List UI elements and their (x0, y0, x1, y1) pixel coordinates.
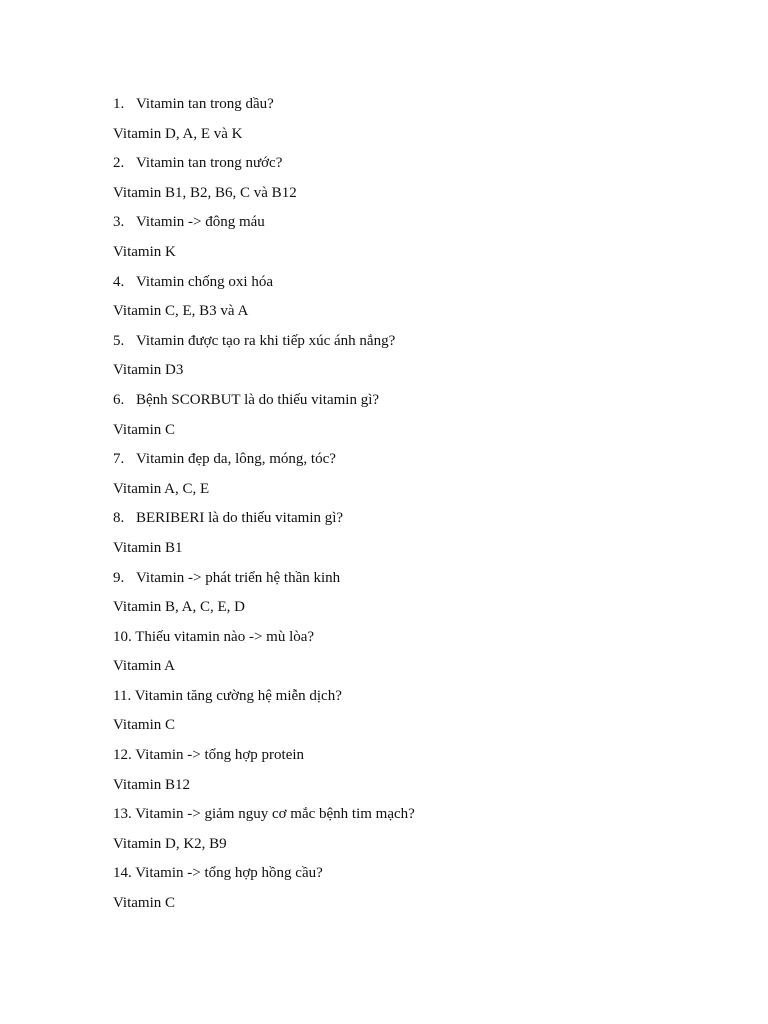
answer-line: Vitamin A, C, E (113, 480, 210, 497)
question-number: 2. (113, 155, 125, 172)
answer-line: Vitamin B1 (113, 539, 183, 556)
question-number: 7. (113, 451, 125, 468)
answer-line: Vitamin D, A, E và K (113, 125, 243, 142)
question-line (113, 208, 673, 238)
question-line (113, 386, 673, 416)
question-line (113, 564, 673, 594)
question-text: Bệnh SCORBUT là do thiếu vitamin gì? (136, 391, 380, 408)
answer-line: Vitamin D, K2, B9 (113, 835, 227, 852)
question-number: 11. (113, 687, 132, 704)
answer-line: Vitamin C (113, 895, 176, 912)
answer-line: Vitamin K (113, 243, 176, 260)
question-text: Vitamin tan trong nước? (136, 155, 283, 172)
question-line (113, 741, 673, 771)
question-line (113, 682, 673, 712)
question-line (113, 90, 673, 120)
question-line (113, 859, 673, 889)
question-text: Vitamin được tạo ra khi tiếp xúc ánh nắng? (136, 332, 396, 349)
question-number: 13. (113, 806, 132, 823)
question-number: 10. (113, 628, 132, 645)
question-line (113, 623, 673, 653)
question-text: Vitamin đẹp da, lông, móng, tóc? (136, 451, 336, 468)
question-number: 6. (113, 391, 125, 408)
question-text: Vitamin tan trong dầu? (136, 96, 274, 112)
question-line (113, 149, 673, 179)
question-text: Vitamin -> giảm nguy cơ mắc bệnh tim mạch? (135, 806, 415, 823)
answer-line: Vitamin B1, B2, B6, C và B12 (113, 184, 297, 201)
question-text: Thiếu vitamin nào -> mù lòa? (135, 628, 315, 645)
question-line (113, 800, 673, 830)
document-body (113, 90, 673, 919)
question-text: Vitamin -> phát triển hệ thần kinh (136, 569, 341, 586)
question-number: 8. (113, 510, 125, 527)
question-number: 1. (113, 96, 125, 112)
question-text: BERIBERI là do thiếu vitamin gì? (136, 510, 344, 527)
answer-line: Vitamin A (113, 658, 176, 675)
question-number: 3. (113, 214, 125, 231)
answer-line: Vitamin B12 (113, 776, 191, 793)
answer-line: Vitamin C (113, 421, 176, 438)
question-text: Vitamin -> đông máu (136, 214, 265, 231)
question-number: 4. (113, 273, 125, 290)
question-text: Vitamin -> tổng hợp protein (135, 747, 305, 764)
answer-line: Vitamin C, E, B3 và A (113, 303, 249, 320)
answer-line: Vitamin C (113, 717, 176, 734)
question-text: Vitamin chống oxi hóa (136, 273, 273, 290)
answer-line: Vitamin B, A, C, E, D (113, 599, 246, 616)
question-number: 5. (113, 332, 125, 349)
question-line (113, 504, 673, 534)
question-line (113, 445, 673, 475)
question-number: 12. (113, 747, 132, 764)
question-line (113, 327, 673, 357)
question-number: 9. (113, 569, 125, 586)
question-text: Vitamin -> tổng hợp hồng cầu? (135, 865, 323, 882)
question-line (113, 268, 673, 298)
question-number: 14. (113, 865, 132, 882)
question-text: Vitamin tăng cường hệ miễn dịch? (134, 687, 342, 704)
answer-line: Vitamin D3 (113, 362, 184, 379)
